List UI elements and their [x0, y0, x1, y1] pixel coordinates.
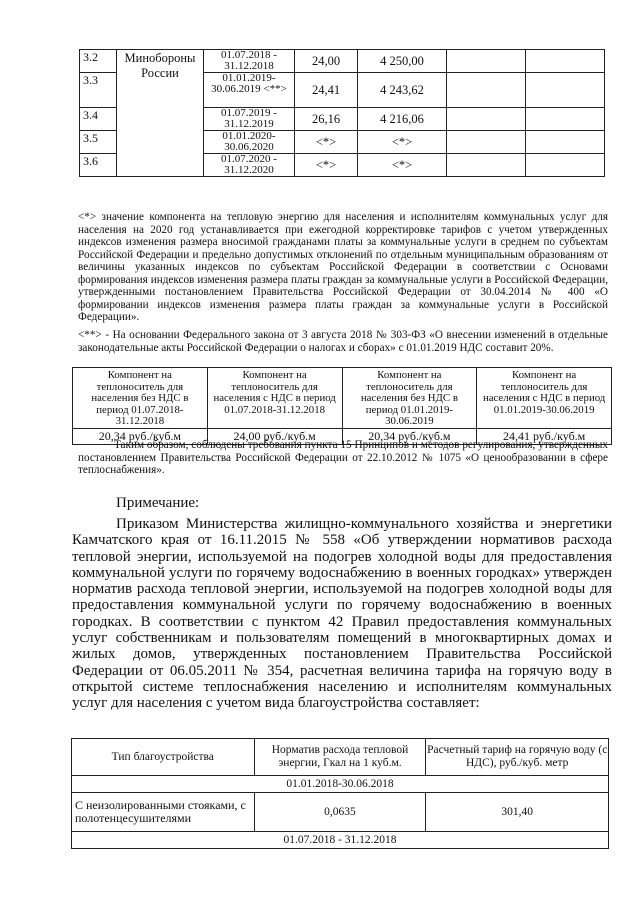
column-header: Норматив расхода тепловой энергии, Гкал на 1 куб.м.: [254, 739, 426, 776]
column-header: Компонент на теплоноситель для населения без НДС в период 01.01.2019-30.06.2019: [342, 368, 477, 429]
period-cell: 01.01.2018-30.06.2018: [72, 776, 609, 793]
value-cell: <*>: [295, 154, 358, 177]
value-cell: 0,0635: [254, 793, 426, 832]
column-header: Тип благоустройства: [72, 739, 255, 776]
value-cell: 4 216,06: [358, 108, 447, 131]
value-cell: 26,16: [295, 108, 358, 131]
empty-cell: [526, 73, 605, 108]
value-cell: 24,41 руб./куб.м: [477, 428, 612, 444]
tariff-table-bottom: [71, 738, 609, 849]
row-number: 3.2: [80, 50, 117, 73]
period-cell: 01.07.2019 - 31.12.2019: [204, 108, 295, 131]
period-cell: 01.01.2020-30.06.2020: [204, 131, 295, 154]
value-cell: 20,34 руб./куб.м: [342, 428, 477, 444]
row-number: 3.3: [80, 73, 117, 108]
table-row: [72, 793, 609, 832]
value-cell: <*>: [358, 154, 447, 177]
empty-cell: [447, 73, 526, 108]
compliance-statement: Таким образом, соблюдены требования пункта 15 Принципов и методов регулирования, утвержденных постановлением Правительства Российской Федерации от 22.10.2012 № 1075 «О ценообразовании в сфере теплоснабжения».: [78, 439, 608, 476]
value-cell: 24,41: [295, 73, 358, 108]
note-heading: Примечание:: [116, 495, 200, 511]
value-cell: 20,34 руб./куб.м: [73, 428, 208, 444]
type-cell: С неизолированными стояками, с полотенцесушителями: [72, 793, 255, 832]
table-row: [72, 832, 609, 849]
footnote-vat: <**> - На основании Федерального закона от 3 августа 2018 № 303-ФЗ «О внесении изменений в отдельные законодательные акты Российской Федерации о налогах и сборах» с 01.01.2019 НДС составит 20%.: [78, 329, 608, 354]
organization-cell: Минобороны России: [117, 50, 204, 177]
column-header: Компонент на теплоноситель для населения с НДС в период 01.07.2018-31.12.2018: [207, 368, 342, 429]
row-number: 3.5: [80, 131, 117, 154]
empty-cell: [526, 131, 605, 154]
empty-cell: [526, 50, 605, 73]
value-cell: <*>: [295, 131, 358, 154]
tariff-table-top: [79, 49, 605, 177]
table-row: [72, 776, 609, 793]
value-cell: <*>: [358, 131, 447, 154]
empty-cell: [447, 50, 526, 73]
empty-cell: [447, 108, 526, 131]
value-cell: 301,40: [426, 793, 609, 832]
table-header-row: [72, 739, 609, 776]
value-cell: 24,00: [295, 50, 358, 73]
main-paragraph: Приказом Министерства жилищно-коммунального хозяйства и энергетики Камчатского края от 16.11.2015 № 558 «Об утверждении нормативов расхода тепловой энергии, используемой на подогрев холодной воды для предоставления коммунальной услуги по горячему водоснабжению в военных городках» утвержден норматив расхода тепловой энергии, используемой на подогрев холодной воды для предоставления коммунальной услуги по горячему водоснабжению в военных городках. В соответствии с пунктом 42 Правил предоставления коммунальных услуг собственникам и пользователям помещений в многоквартирных домах и жилых домов, утвержденных постановлением Правительства Российской Федерации от 06.05.2011 № 354, расчетная величина тарифа на горячую воду в открытой системе теплоснабжения населению и исполнителям коммунальных услуг для населения с учетом вида благоустройства составляет:: [72, 516, 612, 712]
empty-cell: [526, 108, 605, 131]
column-header: Расчетный тариф на горячую воду (с НДС), руб./куб. метр: [426, 739, 609, 776]
row-number: 3.6: [80, 154, 117, 177]
table-row: [80, 50, 605, 73]
period-cell: 01.01.2019-30.06.2019 <**>: [204, 73, 295, 108]
value-cell: 24,00 руб./куб.м: [207, 428, 342, 444]
component-table: [72, 367, 612, 445]
period-cell: 01.07.2018 - 31.12.2018: [72, 832, 609, 849]
empty-cell: [447, 131, 526, 154]
column-header: Компонент на теплоноситель для населения без НДС в период 01.07.2018-31.12.2018: [73, 368, 208, 429]
empty-cell: [526, 154, 605, 177]
period-cell: 01.07.2020 - 31.12.2020: [204, 154, 295, 177]
row-number: 3.4: [80, 108, 117, 131]
period-cell: 01.07.2018 - 31.12.2018: [204, 50, 295, 73]
table-header-row: [73, 368, 612, 429]
footnote-component: <*> значение компонента на тепловую энергию для населения и исполнителям коммунальных услуг для населения на 2020 год устанавливается при ежегодной корректировке тарифов с учетом утвержденных индексов изменения размера вносимой гражданами платы за коммунальные услуги в среднем по субъектам Российской Федерации и предельно допустимых отклонений по отдельным муниципальным образованиям от величины указанных индексов по субъектам Российской Федерации в соответствии с Основами формирования индексов изменения размера платы граждан за коммунальные услуги в Российской Федерации, утвержденными постановлением Правительства Российской Федерации от 30.04.2014 № 400 «О формировании индексов изменения размера платы граждан за коммунальные услуги в Российской Федерации».: [78, 211, 608, 323]
empty-cell: [447, 154, 526, 177]
value-cell: 4 243,62: [358, 73, 447, 108]
value-cell: 4 250,00: [358, 50, 447, 73]
column-header: Компонент на теплоноситель для населения с НДС в период 01.01.2019-30.06.2019: [477, 368, 612, 429]
